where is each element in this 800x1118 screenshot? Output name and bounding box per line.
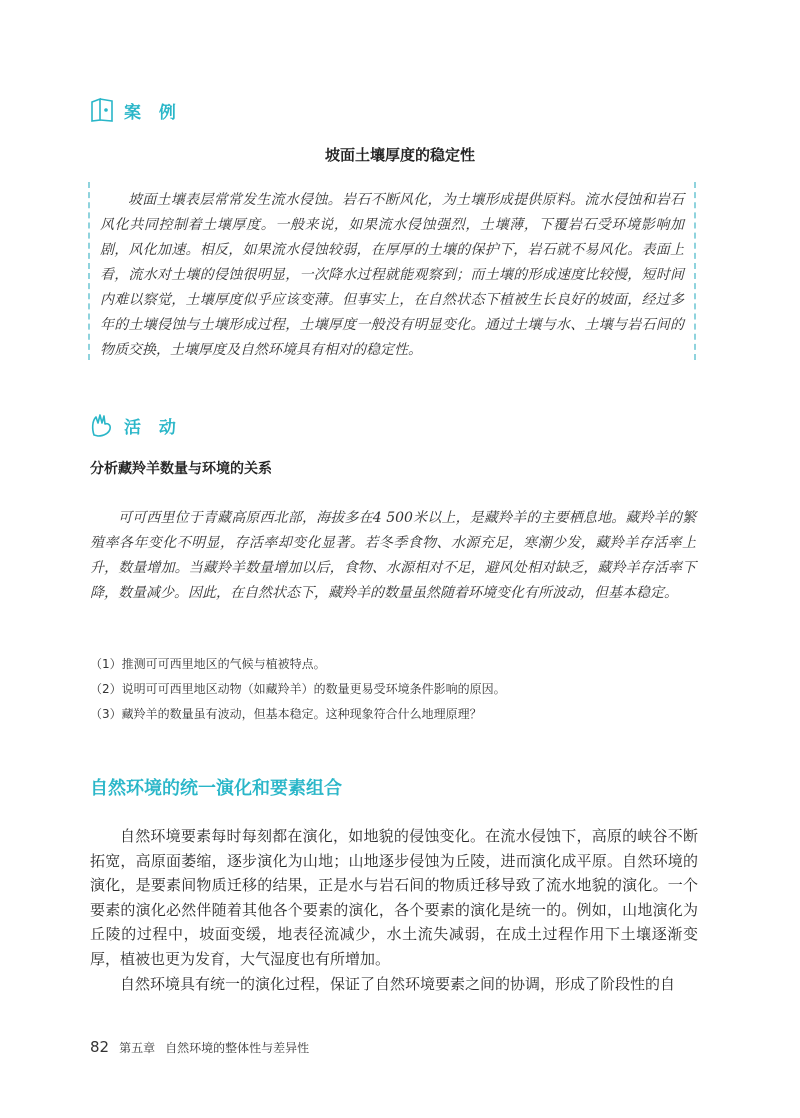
page-number: 82 (90, 1038, 110, 1056)
activity-questions (90, 652, 710, 727)
activity-text: 可可西里位于青藏高原西北部，海拔多在4 500米以上，是藏羚羊的主要栖息地。藏羚羊的繁殖率各年变化不明显，存活率却变化显著。若冬季食物、水源充足，寒潮少发，藏羚羊存活率上升，数量增加。当藏羚羊数量增加以后，食物、水源相对不足，避风处相对缺乏，藏羚羊存活率下降，数量减少。因此，在自然状态下，藏羚羊的数量虽然随着环境变化有所波动，但基本稳定。 (90, 510, 696, 601)
activity-title: 分析藏羚羊数量与环境的关系 (90, 461, 272, 477)
section-title: 自然环境的统一演化和要素组合 (90, 778, 342, 799)
question-item: （2）说明可可西里地区动物（如藏羚羊）的数量更易受环境条件影响的原因。 (90, 682, 506, 696)
question-item: （1）推测可可西里地区的气候与植被特点。 (90, 657, 326, 671)
section-body (90, 824, 698, 996)
hand-activity-icon (88, 411, 116, 439)
case-title: 坡面土壤厚度的稳定性 (324, 146, 475, 164)
case-box (88, 182, 696, 360)
activity-header (88, 411, 182, 439)
case-header (88, 96, 182, 124)
case-text: 坡面土壤表层常常发生流水侵蚀。岩石不断风化，为土壤形成提供原料。流水侵蚀和岩石风化共同控制着土壤厚度。一般来说，如果流水侵蚀强烈，土壤薄，下覆岩石受环境影响加剧，风化加速。相反，如果流水侵蚀较弱，在厚厚的土壤的保护下，岩石就不易风化。表面上看，流水对土壤的侵蚀很明显，一次降水过程就能观察到；而土壤的形成速度比较慢，短时间内难以察觉，土壤厚度似乎应该变薄。但事实上，在自然状态下植被生长良好的坡面，经过多年的土壤侵蚀与土壤形成过程，土壤厚度一般没有明显变化。通过土壤与水、土壤与岩石间的物质交换，土壤厚度及自然环境具有相对的稳定性。 (100, 192, 684, 358)
chapter-number: 第五章 (119, 1041, 156, 1055)
body-paragraph: 自然环境具有统一的演化过程，保证了自然环境要素之间的协调，形成了阶段性的自 (120, 974, 676, 993)
body-paragraph: 自然环境要素每时每刻都在演化，如地貌的侵蚀变化。在流水侵蚀下，高原的峡谷不断拓宽，高原面萎缩，逐步演化为山地；山地逐步侵蚀为丘陵，进而演化成平原。自然环境的演化，是要素间物质迁移的结果，正是水与岩石间的物质迁移导致了流水地貌的演化。一个要素的演化必然伴随着其他各个要素的演化，各个要素的演化是统一的。例如，山地演化为丘陵的过程中，坡面变缓，地表径流减少，水土流失减弱，在成土过程作用下土壤逐渐变厚，植被也更为发育，大气湿度也有所增加。 (90, 827, 698, 968)
page-footer (90, 1038, 309, 1056)
chapter-title: 自然环境的整体性与差异性 (165, 1041, 310, 1055)
activity-label: 活 动 (124, 417, 182, 438)
case-label: 案 例 (124, 102, 182, 123)
question-item: （3）藏羚羊的数量虽有波动，但基本稳定。这种现象符合什么地理原理？ (90, 707, 482, 721)
book-page-icon (88, 96, 116, 124)
